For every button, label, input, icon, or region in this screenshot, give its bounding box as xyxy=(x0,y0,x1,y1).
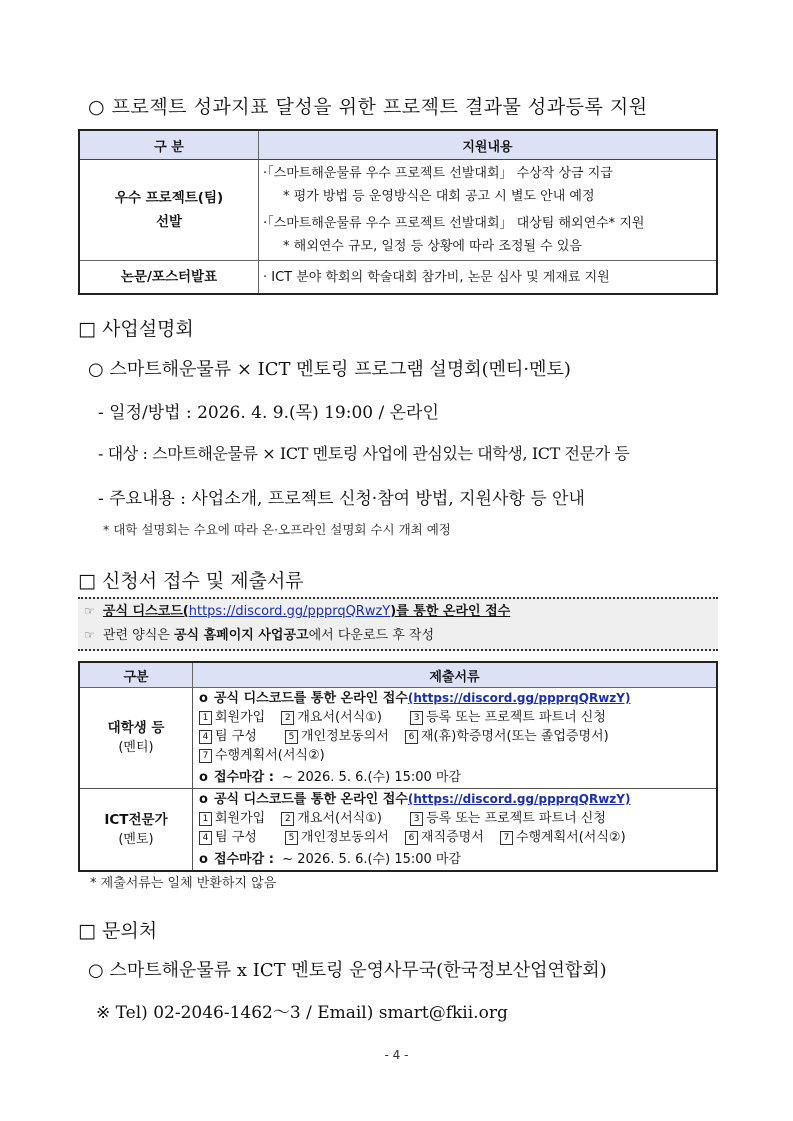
notice-text: 에서 다운로드 후 작성 xyxy=(308,628,435,643)
number-box-icon: 7 xyxy=(199,749,212,763)
bullet-icon: o xyxy=(199,792,208,807)
number-box-icon: 2 xyxy=(281,812,294,826)
discord-link[interactable]: (https://discord.gg/ppprqQRwzY) xyxy=(407,792,631,806)
pointing-hand-icon: ☞ xyxy=(84,604,95,618)
page-number: - 4 - xyxy=(384,1048,409,1062)
label-line: 우수 프로젝트(팀) xyxy=(114,190,224,206)
support-table xyxy=(78,129,718,295)
row-content: · ICT 분야 학회의 학술대회 참가비, 논문 심사 및 게재료 지원 xyxy=(259,261,718,295)
number-box-icon: 3 xyxy=(410,812,423,826)
content-item: ·「스마트해운물류 우수 프로젝트 선발대회」 대상팀 해외연수* 지원 xyxy=(263,216,645,231)
deadline-value: ~ 2026. 5. 6.(수) 15:00 마감 xyxy=(282,852,462,867)
doc-item: 재직증명서 xyxy=(421,830,484,845)
table-row xyxy=(79,688,717,789)
doc-item: 팀 구성 xyxy=(215,729,257,744)
notice-text: 관련 양식은 xyxy=(102,628,174,643)
contact-info: ※ Tel) 02-2046-1462～3 / Email) smart@fkii.org xyxy=(96,1003,508,1023)
notice-line-online xyxy=(78,599,718,623)
briefing-target: - 대상 : 스마트해운물류 × ICT 멘토링 사업에 관심있는 대학생, ICT 전문가 등 xyxy=(98,444,630,463)
number-box-icon: 2 xyxy=(281,711,294,725)
number-box-icon: 5 xyxy=(285,730,298,744)
doc-item: 개요서(서식①) xyxy=(297,710,382,725)
contact-heading: □ 문의처 xyxy=(78,920,158,942)
row-label-mentor xyxy=(79,789,193,872)
doc-item: 수행계획서(서식②) xyxy=(515,830,626,845)
briefing-schedule: - 일정/방법 : 2026. 4. 9.(목) 19:00 / 온라인 xyxy=(98,403,439,423)
briefing-heading: □ 사업설명회 xyxy=(78,318,194,340)
doc-item: 재(휴)학증명서(또는 졸업증명서) xyxy=(421,729,609,744)
doc-item: 회원가입 xyxy=(215,811,266,826)
support-table-header-category: 구 분 xyxy=(79,130,259,160)
content-subitem: * 평가 방법 등 운영방식은 대회 공고 시 별도 안내 예정 xyxy=(283,189,595,204)
number-box-icon: 4 xyxy=(199,831,212,845)
notice-bold-text: 공식 홈페이지 사업공고 xyxy=(173,628,309,643)
deadline-label: 접수마감 : xyxy=(213,770,274,785)
bullet-icon: o xyxy=(199,691,208,706)
doc-item: 개인정보동의서 xyxy=(300,729,389,744)
bullet-icon: o xyxy=(199,770,208,785)
notice-text: )를 통한 온라인 접수 xyxy=(390,604,511,619)
notice-text: 공식 디스코드( xyxy=(102,604,189,619)
briefing-content: - 주요내용 : 사업소개, 프로젝트 신청·참여 방법, 지원사항 등 안내 xyxy=(98,489,585,509)
support-table-header-content: 지원내용 xyxy=(259,130,718,160)
content-item: ·「스마트해운물류 우수 프로젝트 선발대회」 수상작 상금 지급 xyxy=(263,166,613,181)
doc-item: 등록 또는 프로젝트 파트너 신청 xyxy=(426,710,606,725)
deadline-label: 접수마감 : xyxy=(213,852,274,867)
pointing-hand-icon: ☞ xyxy=(84,628,95,642)
submission-table-header-docs: 제출서류 xyxy=(193,662,718,688)
row-label-paper-poster: 논문/포스터발표 xyxy=(79,261,259,295)
bullet-icon: o xyxy=(199,852,208,867)
table-row xyxy=(79,261,717,295)
submission-table-header-category: 구분 xyxy=(79,662,193,688)
discord-link[interactable]: https://discord.gg/ppprqQRwzY xyxy=(188,604,391,619)
submission-notice xyxy=(78,597,718,651)
number-box-icon: 7 xyxy=(500,831,513,845)
label-sub: (멘토) xyxy=(118,831,154,847)
doc-item: 등록 또는 프로젝트 파트너 신청 xyxy=(426,811,606,826)
submission-table xyxy=(78,661,718,872)
label-main: 대학생 등 xyxy=(107,720,165,736)
goal-heading: ○ 프로젝트 성과지표 달성을 위한 프로젝트 결과물 성과등록 지원 xyxy=(88,96,648,118)
number-box-icon: 1 xyxy=(199,711,212,725)
briefing-note: * 대학 설명회는 수요에 따라 온·오프라인 설명회 수시 개최 예정 xyxy=(103,522,451,537)
row-label-excellent-project xyxy=(79,160,259,261)
discord-link[interactable]: (https://discord.gg/ppprqQRwzY) xyxy=(407,691,631,705)
row-content xyxy=(259,160,718,261)
table-row xyxy=(79,789,717,872)
briefing-subheading: ○ 스마트해운물류 × ICT 멘토링 프로그램 설명회(멘티·멘토) xyxy=(88,359,571,380)
number-box-icon: 3 xyxy=(410,711,423,725)
contact-subheading: ○ 스마트해운물류 x ICT 멘토링 운영사무국(한국정보산업연합회) xyxy=(88,960,607,981)
submission-note: * 제출서류는 일체 반환하지 않음 xyxy=(90,876,277,891)
online-label: 공식 디스코드를 통한 온라인 접수 xyxy=(213,691,408,706)
row-label-mentee xyxy=(79,688,193,789)
table-row xyxy=(79,160,717,261)
label-sub: (멘티) xyxy=(118,740,154,755)
doc-item: 회원가입 xyxy=(215,710,266,725)
number-box-icon: 5 xyxy=(285,831,298,845)
row-content xyxy=(193,688,718,789)
doc-item: 개요서(서식①) xyxy=(297,811,382,826)
label-line: 선발 xyxy=(155,214,183,230)
doc-item: 개인정보동의서 xyxy=(300,830,389,845)
row-content xyxy=(193,789,718,872)
content-subitem: * 해외연수 규모, 일정 등 상황에 따라 조정될 수 있음 xyxy=(283,239,582,254)
number-box-icon: 1 xyxy=(199,812,212,826)
online-label: 공식 디스코드를 통한 온라인 접수 xyxy=(213,792,408,807)
doc-item: 팀 구성 xyxy=(215,830,257,845)
number-box-icon: 6 xyxy=(405,831,418,845)
notice-line-forms xyxy=(78,623,718,647)
label-main: ICT전문가 xyxy=(104,811,168,828)
number-box-icon: 4 xyxy=(199,730,212,744)
deadline-value: ~ 2026. 5. 6.(수) 15:00 마감 xyxy=(282,770,462,785)
doc-item: 수행계획서(서식②) xyxy=(215,748,325,763)
submission-heading: □ 신청서 접수 및 제출서류 xyxy=(78,570,304,592)
number-box-icon: 6 xyxy=(405,730,418,744)
